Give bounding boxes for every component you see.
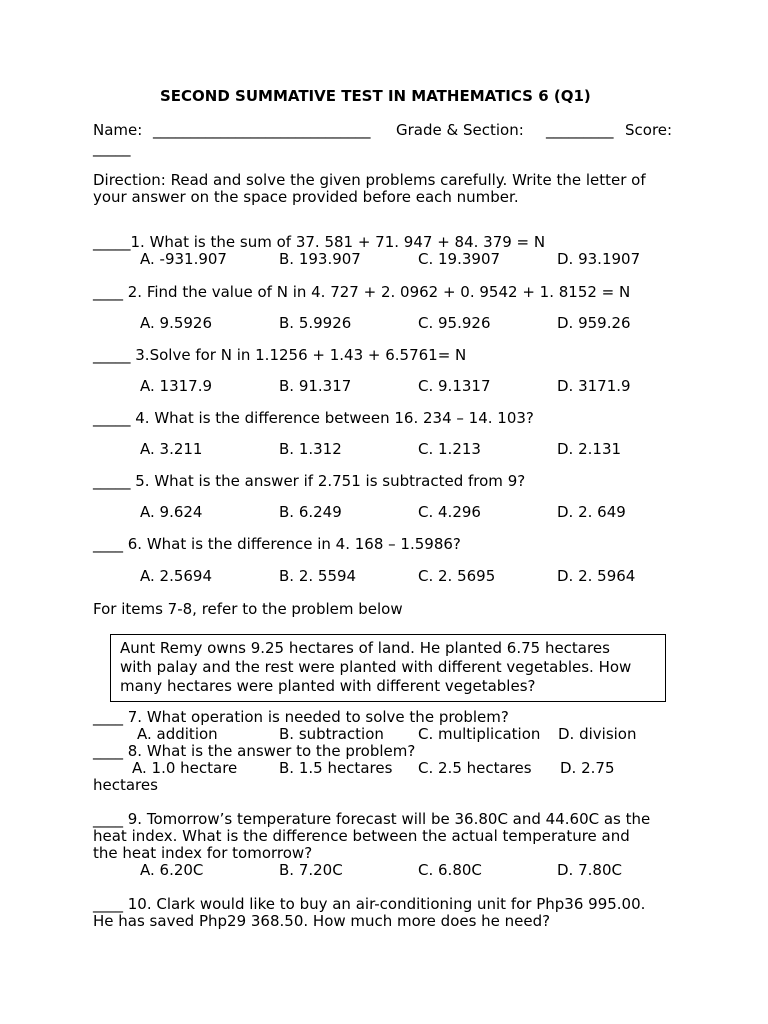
q5-choice-b: B. 6.249 [279,503,342,521]
items-7-8-intro: For items 7-8, refer to the problem below [93,600,403,618]
name-label: Name: [93,121,143,139]
q4-choice-b: B. 1.312 [279,440,342,458]
q8-choice-a: A. 1.0 hectare [132,759,238,777]
problem-line-3: many hectares were planted with different vegetables? [120,677,536,695]
q8-choice-c: C. 2.5 hectares [418,759,532,777]
q7-choice-d: D. division [558,725,637,743]
question-6-stem: ____ 6. What is the difference in 4. 168 – 1.5986? [93,535,461,553]
q8-choice-b: B. 1.5 hectares [279,759,393,777]
q3-choice-b: B. 91.317 [279,377,352,395]
question-9-line-3: the heat index for tomorrow? [93,844,313,862]
q6-choice-d: D. 2. 5964 [557,567,636,585]
q5-choice-d: D. 2. 649 [557,503,626,521]
q2-choice-d: D. 959.26 [557,314,631,332]
q9-choice-c: C. 6.80C [418,861,482,879]
problem-line-1: Aunt Remy owns 9.25 hectares of land. He planted 6.75 hectares [120,639,610,657]
q1-choice-d: D. 93.1907 [557,250,641,268]
q9-choice-b: B. 7.20C [279,861,343,879]
direction-line-1: Direction: Read and solve the given problems carefully. Write the letter of [93,171,646,189]
q4-choice-d: D. 2.131 [557,440,622,458]
q3-choice-a: A. 1317.9 [140,377,213,395]
question-1-stem: _____1. What is the sum of 37. 581 + 71. 947 + 84. 379 = N [93,233,546,251]
question-4-stem: _____ 4. What is the difference between 16. 234 – 14. 103? [93,409,534,427]
q7-choice-c: C. multiplication [418,725,541,743]
question-7-stem: ____ 7. What operation is needed to solve the problem? [93,708,509,726]
problem-line-2: with palay and the rest were planted with different vegetables. How [120,658,632,676]
q7-choice-b: B. subtraction [279,725,384,743]
q7-choice-a: A. addition [137,725,218,743]
q4-choice-c: C. 1.213 [418,440,481,458]
question-5-stem: _____ 5. What is the answer if 2.751 is subtracted from 9? [93,472,526,490]
score-blank: _____ [93,139,131,157]
q6-choice-a: A. 2.5694 [140,567,213,585]
question-10-line-1: ____ 10. Clark would like to buy an air-conditioning unit for Php36 995.00. [93,895,646,913]
q1-choice-a: A. -931.907 [140,250,227,268]
q6-choice-b: B. 2. 5594 [279,567,357,585]
question-10-line-2: He has saved Php29 368.50. How much more does he need? [93,912,551,930]
question-9-line-2: heat index. What is the difference between the actual temperature and [93,827,630,845]
grade-section-label: Grade & Section: [396,121,524,139]
q8-choice-d: D. 2.75 [560,759,615,777]
q2-choice-c: C. 95.926 [418,314,491,332]
page-title: SECOND SUMMATIVE TEST IN MATHEMATICS 6 (Q1) [160,87,591,105]
question-8-stem: ____ 8. What is the answer to the problem? [93,742,416,760]
grade-section-blank: _________ [546,121,614,139]
q1-choice-c: C. 19.3907 [418,250,501,268]
q2-choice-b: B. 5.9926 [279,314,352,332]
q2-choice-a: A. 9.5926 [140,314,213,332]
question-2-stem: ____ 2. Find the value of N in 4. 727 + 2. 0962 + 0. 9542 + 1. 8152 = N [93,283,631,301]
q4-choice-a: A. 3.211 [140,440,203,458]
name-blank: _____________________________ [153,121,371,139]
score-label: Score: [625,121,673,139]
q3-choice-d: D. 3171.9 [557,377,631,395]
direction-line-2: your answer on the space provided before each number. [93,188,519,206]
question-3-stem: _____ 3.Solve for N in 1.1256 + 1.43 + 6.5761= N [93,346,467,364]
q1-choice-b: B. 193.907 [279,250,361,268]
question-9-line-1: ____ 9. Tomorrow’s temperature forecast will be 36.80C and 44.60C as the [93,810,651,828]
q8-choice-d-wrap: hectares [93,776,158,794]
q5-choice-c: C. 4.296 [418,503,481,521]
q3-choice-c: C. 9.1317 [418,377,491,395]
q9-choice-d: D. 7.80C [557,861,622,879]
q9-choice-a: A. 6.20C [140,861,204,879]
q6-choice-c: C. 2. 5695 [418,567,496,585]
q5-choice-a: A. 9.624 [140,503,203,521]
problem-box [110,634,666,702]
